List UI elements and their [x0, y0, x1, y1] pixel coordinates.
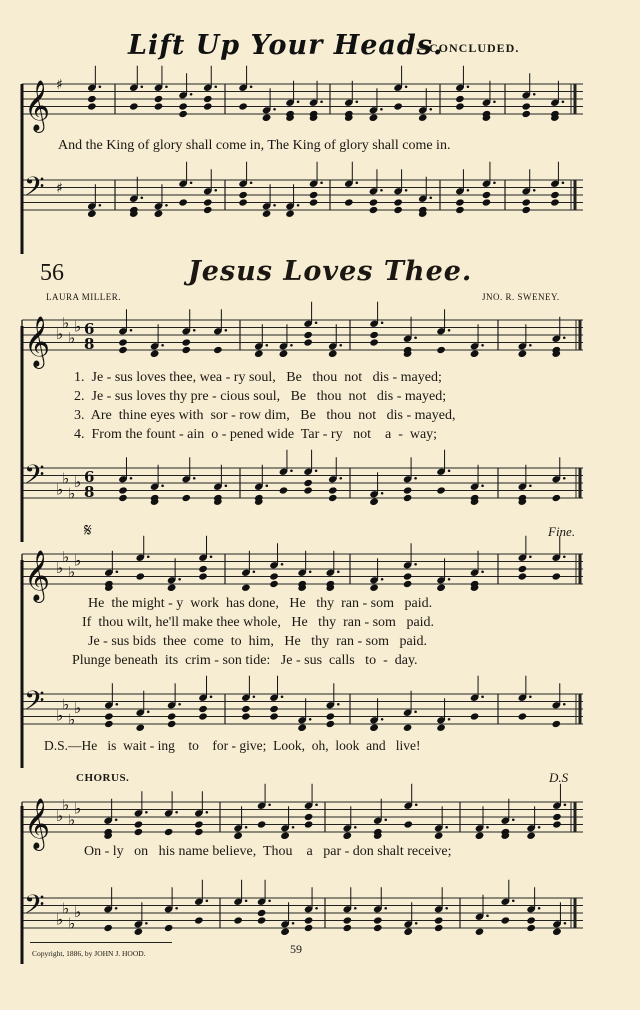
composer-credit: JNO. R. SWENEY. — [482, 292, 560, 302]
svg-text:♭: ♭ — [62, 469, 70, 488]
page-number: 59 — [290, 942, 302, 956]
svg-text:♭: ♭ — [74, 903, 82, 921]
svg-text:♭: ♭ — [56, 910, 64, 929]
system2-treble-staff — [0, 540, 640, 600]
svg-text:♭: ♭ — [68, 914, 76, 933]
part1-bass-staff — [0, 166, 640, 226]
svg-text:𝄞: 𝄞 — [24, 550, 51, 601]
chorus-lyric: On - ly on his name believe, Thou a par - don shalt receive; — [84, 844, 452, 859]
svg-text:♭: ♭ — [62, 547, 70, 566]
svg-text:𝄞: 𝄞 — [24, 798, 51, 849]
hymn-title: Jesus Loves Thee. — [188, 256, 473, 287]
system2-verse-3: Je - sus bids thee come to him, He thy ran - som paid. — [88, 634, 428, 649]
copyright-notice: Copyright, 1886, by JOHN J. HOOD. — [32, 949, 146, 958]
system1-treble-staff — [0, 306, 640, 366]
ds-lyric-line: D.S.—He is wait - ing to for - give; Look, oh, look and live! — [44, 738, 421, 753]
svg-text:♭: ♭ — [74, 799, 82, 818]
part1-lyric: And the King of glory shall come in, The King of glory shall come in. — [58, 138, 451, 153]
svg-text:♭: ♭ — [62, 313, 70, 332]
system1-verse-2: 2. Je - sus loves thy pre - cious soul, Be thou not dis - mayed; — [74, 389, 447, 404]
svg-text:𝄢: 𝄢 — [24, 458, 45, 497]
svg-text:♭: ♭ — [62, 899, 70, 918]
svg-text:♭: ♭ — [56, 559, 64, 577]
svg-text:♭: ♭ — [74, 473, 82, 491]
system1-bass-staff — [0, 454, 640, 514]
svg-text:♯: ♯ — [56, 180, 63, 197]
chorus-brace — [0, 0, 40, 940]
svg-text:8: 8 — [84, 483, 95, 501]
system2-verse-2: If thou wilt, he'll make thee whole, He thy ran - som paid. — [82, 615, 435, 630]
svg-text:♭: ♭ — [62, 795, 70, 814]
svg-text:♭: ♭ — [56, 480, 64, 499]
svg-text:𝄢: 𝄢 — [24, 684, 45, 723]
svg-text:𝄢: 𝄢 — [24, 888, 45, 927]
svg-text:♭: ♭ — [68, 710, 76, 729]
system1-verse-4: 4. From the fount - ain o - pened wide Tar - ry not a - way; — [74, 427, 438, 442]
svg-text:♭: ♭ — [74, 699, 82, 717]
svg-text:𝄞: 𝄞 — [24, 80, 51, 131]
part1-concluded-label: —CONCLUDED. — [416, 41, 520, 55]
segno-sign: 𝄋 — [84, 520, 92, 540]
svg-text:6: 6 — [84, 320, 95, 338]
part1-treble-staff — [0, 70, 640, 130]
svg-text:𝄞: 𝄞 — [24, 316, 51, 367]
author-credit: LAURA MILLER. — [46, 292, 121, 302]
system1-verse-3: 3. Are thine eyes with sor - row dim, Be thou not dis - mayed, — [74, 408, 456, 423]
part1-title: Lift Up Your Heads. — [128, 30, 444, 61]
svg-text:♭: ♭ — [68, 484, 76, 503]
svg-text:♭: ♭ — [68, 562, 76, 581]
svg-text:8: 8 — [84, 335, 95, 353]
chorus-bass-staff — [0, 884, 640, 944]
svg-text:𝄢: 𝄢 — [24, 170, 45, 209]
hymn-number: 56 — [40, 260, 64, 286]
system2-verse-1: He the might - y work has done, He thy ran - som paid. — [88, 596, 433, 611]
svg-text:6: 6 — [84, 468, 95, 486]
footer-rule — [30, 942, 172, 943]
svg-text:♭: ♭ — [68, 328, 76, 347]
chorus-treble-staff — [0, 788, 640, 848]
svg-text:♭: ♭ — [56, 325, 64, 343]
system1-verse-1: 1. Je - sus loves thee, wea - ry soul, Be thou not dis - mayed; — [74, 370, 442, 385]
svg-text:♭: ♭ — [56, 807, 64, 825]
svg-text:♭: ♭ — [74, 551, 82, 570]
svg-text:♭: ♭ — [74, 317, 82, 336]
chorus-label: CHORUS. — [76, 772, 130, 784]
svg-text:♭: ♭ — [68, 810, 76, 829]
svg-text:♭: ♭ — [56, 706, 64, 725]
system2-bass-staff — [0, 680, 640, 740]
ds-marker: D.S — [549, 770, 569, 785]
svg-text:♯: ♯ — [56, 77, 63, 93]
fine-marker: Fine. — [548, 524, 576, 539]
system2-verse-4: Plunge beneath its crim - son tide: Je - sus calls to - day. — [72, 653, 418, 668]
svg-text:♭: ♭ — [62, 695, 70, 714]
